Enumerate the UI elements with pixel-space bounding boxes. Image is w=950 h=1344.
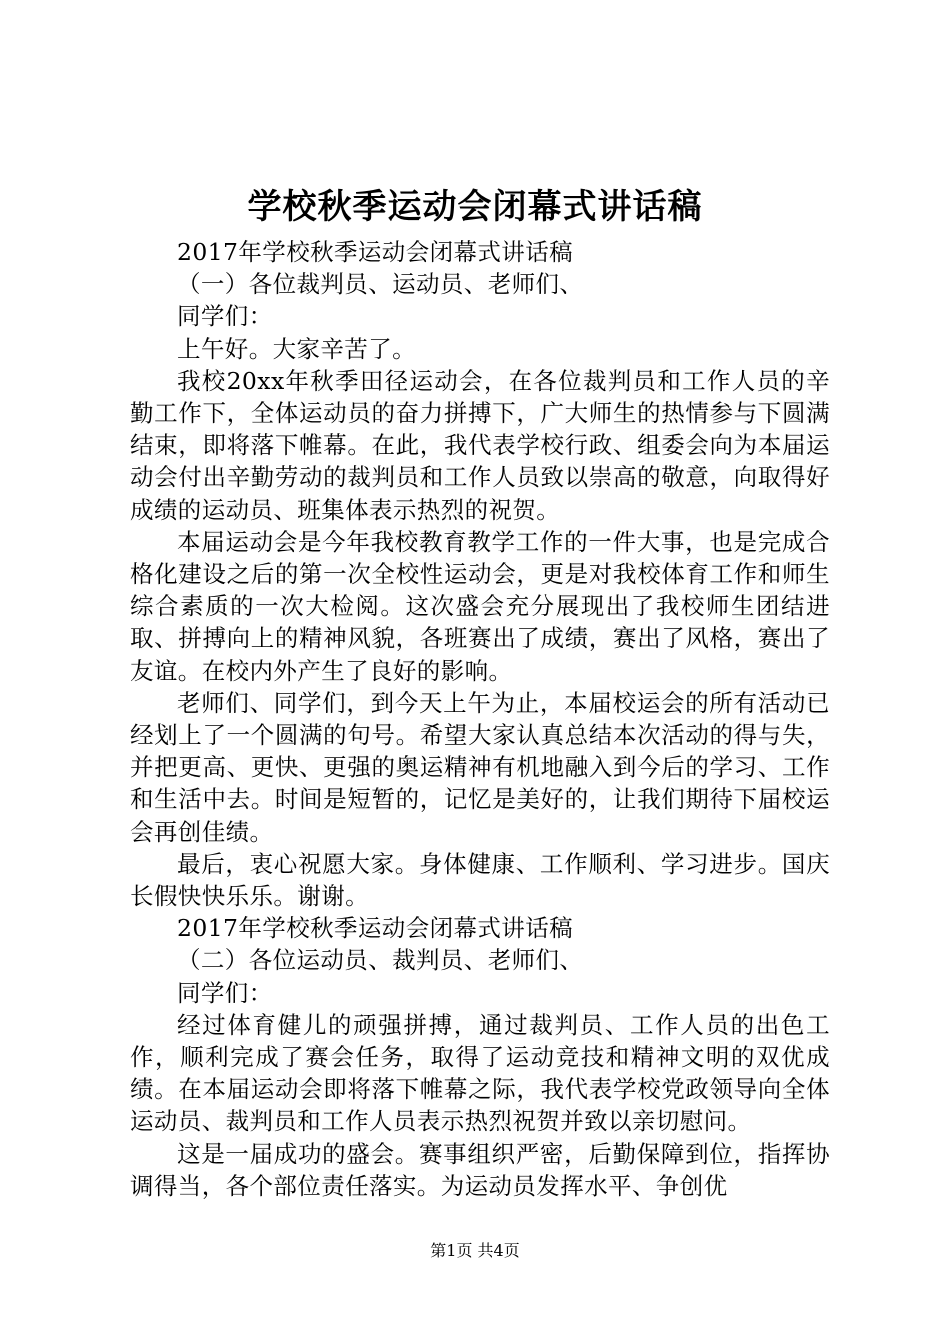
paragraph: （一）各位裁判员、运动员、老师们、 bbox=[177, 270, 584, 299]
paragraph: 老师们、同学们，到今天上午为止，本届校运会的所有活动已经划上了一个圆满的句号。希望大家认真总结本次活动的得与失，并把更高、更快、更强的奥运精神有机地融入到今后的学习、工作和生活中去。时间是短暂的，记忆是美好的，让我们期待下届校运会再创佳绩。 bbox=[130, 688, 830, 846]
paragraph: 本届运动会是今年我校教育教学工作的一件大事，也是完成合格化建设之后的第一次全校性运动会，更是对我校体育工作和师生综合素质的一次大检阅。这次盛会充分展现出了我校师生团结进取、拼搏向上的精神风貌，各班赛出了成绩，赛出了风格，赛出了友谊。在校内外产生了良好的影响。 bbox=[130, 527, 830, 685]
paragraph: （二）各位运动员、裁判员、老师们、 bbox=[177, 946, 584, 975]
paragraph: 最后，衷心祝愿大家。身体健康、工作顺利、学习进步。国庆长假快快乐乐。谢谢。 bbox=[130, 849, 830, 911]
page-number-footer: 第1页 共4页 bbox=[430, 1241, 520, 1260]
paragraph: 我校20xx年秋季田径运动会，在各位裁判员和工作人员的辛勤工作下，全体运动员的奋力拼搏下，广大师生的热情参与下圆满结束，即将落下帷幕。在此，我代表学校行政、组委会向为本届运动会付出辛勤劳动的裁判员和工作人员致以崇高的敬意，向取得好成绩的运动员、班集体表示热烈的祝贺。 bbox=[130, 366, 830, 524]
paragraph: 上午好。大家辛苦了。 bbox=[177, 334, 416, 363]
document-body bbox=[130, 236, 830, 1202]
paragraph: 同学们： bbox=[177, 302, 273, 331]
paragraph: 2017年学校秋季运动会闭幕式讲话稿 bbox=[177, 914, 574, 943]
paragraph: 经过体育健儿的顽强拼搏，通过裁判员、工作人员的出色工作，顺利完成了赛会任务，取得了运动竞技和精神文明的双优成绩。在本届运动会即将落下帷幕之际，我代表学校党政领导向全体运动员、裁判员和工作人员表示热烈祝贺并致以亲切慰问。 bbox=[130, 1010, 830, 1136]
paragraph: 这是一届成功的盛会。赛事组织严密，后勤保障到位，指挥协调得当，各个部位责任落实。为运动员发挥水平、争创优 bbox=[130, 1139, 830, 1200]
paragraph: 2017年学校秋季运动会闭幕式讲话稿 bbox=[177, 238, 574, 266]
document-title: 学校秋季运动会闭幕式讲话稿 bbox=[247, 187, 703, 227]
paragraph: 同学们： bbox=[177, 978, 273, 1007]
